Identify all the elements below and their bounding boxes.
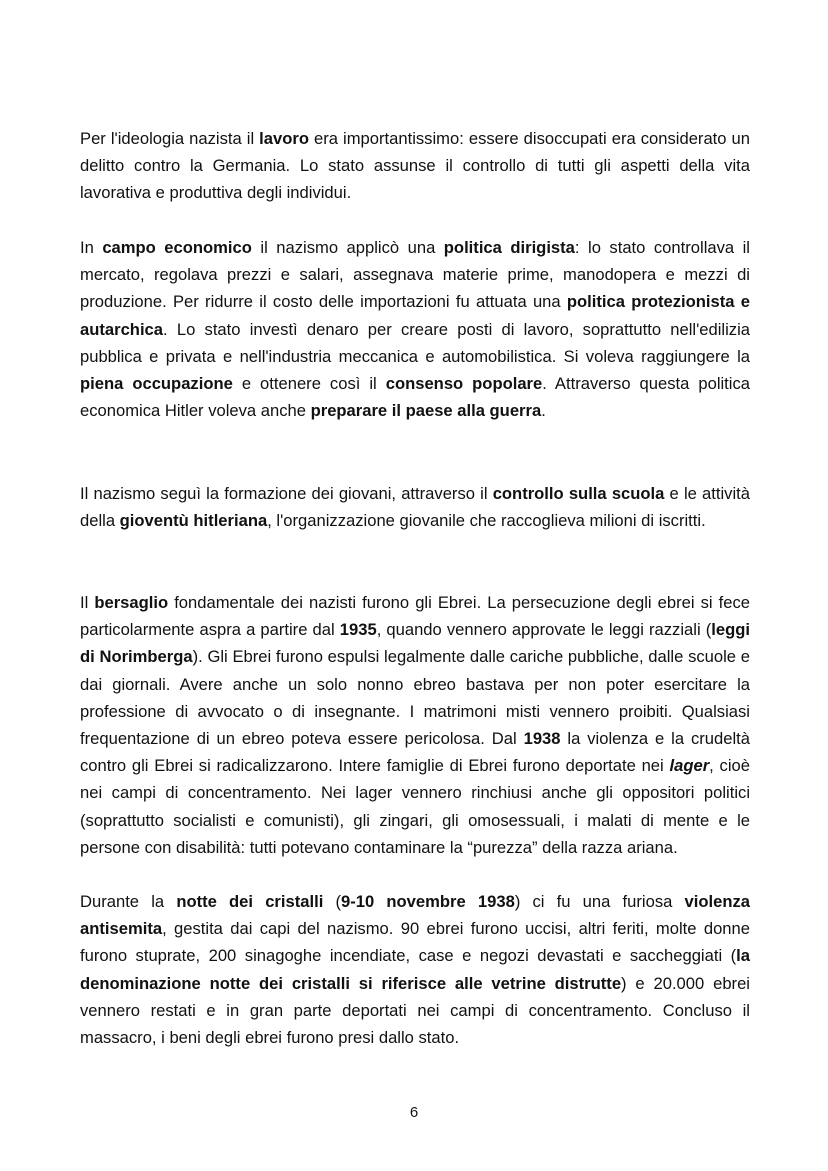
bold-text-run: 9-10 novembre 1938 (341, 892, 515, 911)
text-run: Per l'ideologia nazista il (80, 129, 260, 148)
text-run: Durante la (80, 892, 177, 911)
bold-text-run: preparare il paese alla guerra (310, 401, 542, 421)
bold-text-run: lavoro (259, 129, 309, 148)
bold-text-run: leggi di Norimberga (80, 620, 750, 667)
text-run: ) ci fu una furiosa (514, 892, 685, 911)
text-run: Il nazismo seguì la formazione dei giovani, attraverso il (80, 484, 493, 503)
text-run: il nazismo applicò una (251, 238, 444, 257)
bold-text-run: gioventù hitleriana (119, 511, 268, 531)
text-run: era importantissimo: essere disoccupati era considerato un delitto contro la Germania. Lo stato assunse il controllo di tutti gli aspetti della vita lavorativa e produttiva degli individui. (80, 129, 751, 203)
bold-text-run: violenza antisemita (80, 892, 751, 939)
bold-text-run: la denominazione notte dei cristalli si riferisce alle vetrine distrutte (80, 946, 750, 993)
bold-text-run: consenso popolare (385, 374, 543, 394)
text-run: , l'organizzazione giovanile che raccoglieva milioni di iscritti. (267, 511, 706, 531)
text-run: e le attività della (80, 484, 750, 531)
text-run: , quando vennero approvate le leggi razziali ( (376, 620, 712, 640)
text-run: In (80, 238, 103, 257)
text-run: ). Gli Ebrei furono espulsi legalmente dalle cariche pubbliche, dalle scuole e dai giornali. Avere anche un solo nonno ebreo bastava per non poter esercitare la professione di avvocato o di insegnante. I matrimoni misti vennero proibiti. Qualsiasi frequentazione di un ebreo poteva essere pericolosa. Dal (80, 647, 750, 749)
bold-text-run: 1935 (339, 620, 377, 640)
text-run: , cioè nei campi di concentramento. Nei lager vennero rinchiusi anche gli oppositori politici (soprattutto socialisti e comunisti), gli zingari, gli omosessuali, i malati di mente e le persone con disabilità: tutti potevano contaminare la “purezza” della razza ariana. (80, 756, 750, 857)
bold-text-run: lager (669, 756, 710, 776)
text-run: . (541, 401, 546, 421)
text-run: Il (80, 593, 95, 612)
text-run: ) e 20.000 ebrei vennero restati e in gran parte deportati nei campi di concentramento. Concluso il massacro, i beni degli ebrei furono presi dallo stato. (80, 973, 750, 1048)
bold-text-run: piena occupazione (80, 374, 233, 394)
text-run: e ottenere così il (232, 374, 386, 394)
bold-text-run: 1938 (523, 729, 561, 749)
bold-text-run: campo economico (102, 238, 252, 257)
bold-text-run: notte dei cristalli (176, 892, 324, 911)
text-run: , gestita dai capi del nazismo. 90 ebrei furono uccisi, altri feriti, molte donne furono stuprate, 200 sinagoghe incendiate, case e negozi devastati e saccheggiati ( (80, 919, 750, 966)
paragraph-giovani (80, 480, 750, 534)
paragraph-notte-dei-cristalli (80, 888, 750, 1051)
page-number: 6 (409, 1104, 419, 1121)
bold-text-run: politica dirigista (443, 238, 575, 257)
text-run: la violenza e la crudeltà contro gli Ebrei si radicalizzarono. Intere famiglie di Ebrei furono deportate nei (80, 729, 750, 776)
text-run: : lo stato controllava il mercato, regolava prezzi e salari, assegnava materie prime, manodopera e mezzi di produzione. Per ridurre il costo delle importazioni fu attuata una (80, 238, 750, 312)
text-run: ( (323, 892, 342, 911)
paragraph-campo-economico (80, 234, 750, 424)
text-run: fondamentale dei nazisti furono gli Ebrei. La persecuzione degli ebrei si fece particolarmente aspra a partire dal (80, 593, 750, 640)
bold-text-run: bersaglio (94, 593, 169, 612)
text-run: . Lo stato investì denaro per creare posti di lavoro, soprattutto nell'edilizia pubblica e privata e nell'industria meccanica e automobilistica. Si voleva raggiungere la (80, 319, 750, 366)
paragraph-lavoro (80, 125, 750, 207)
paragraph-persecuzione-ebrei (80, 589, 750, 861)
bold-text-run: politica protezionista e autarchica (80, 292, 750, 339)
bold-text-run: controllo sulla scuola (492, 484, 665, 503)
text-run: . Attraverso questa politica economica Hitler voleva anche (80, 374, 751, 421)
